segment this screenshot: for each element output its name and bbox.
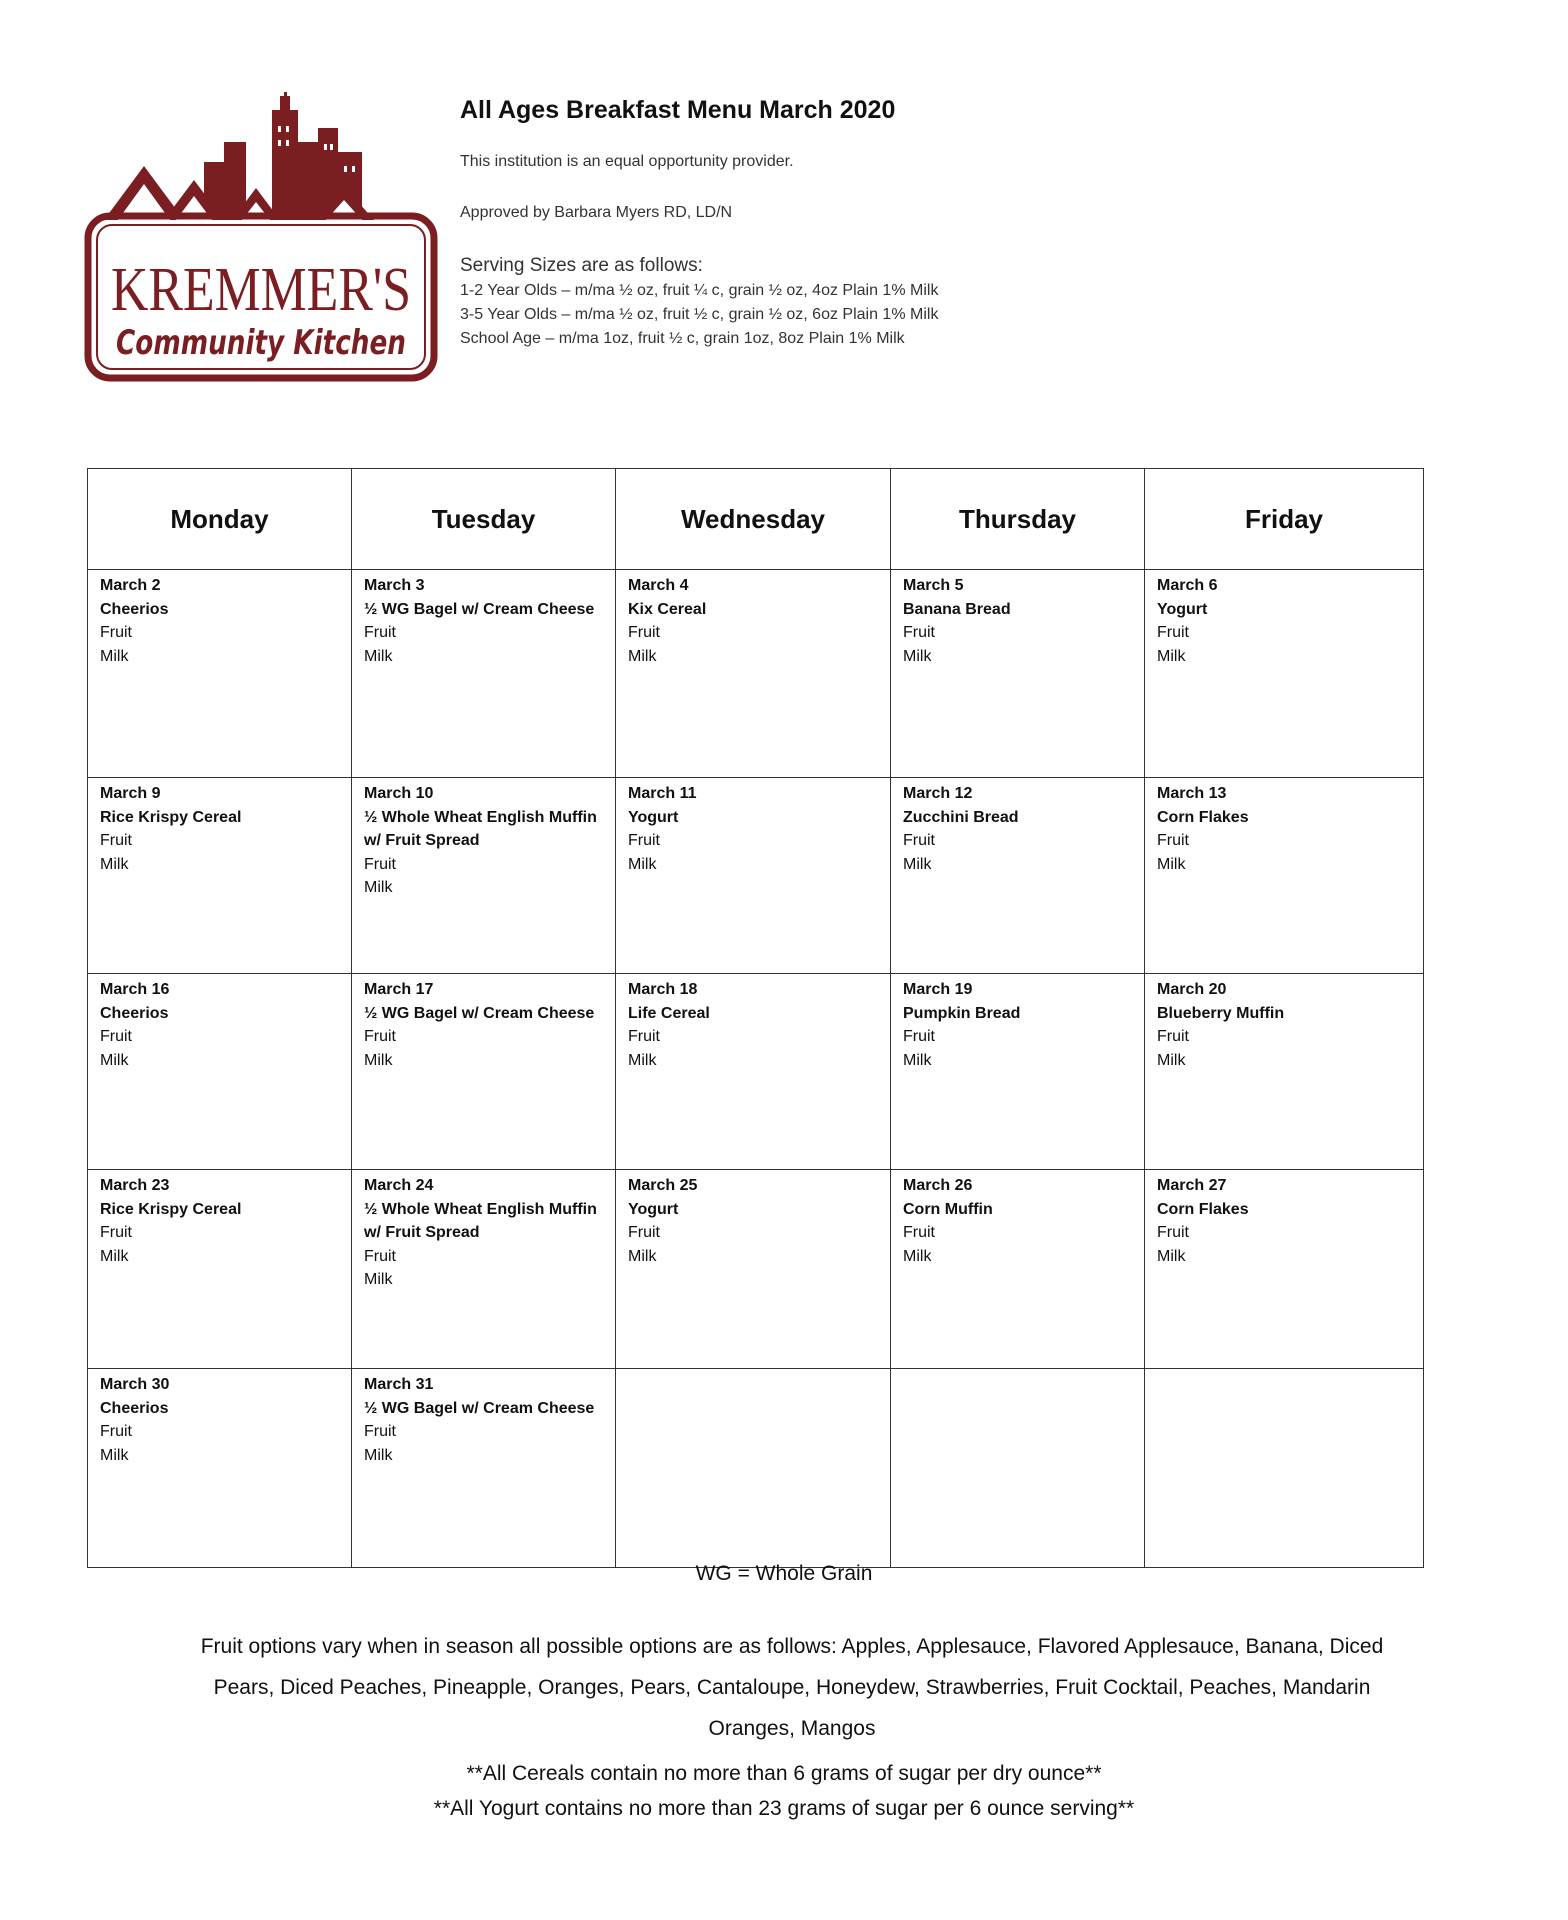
- day-header-friday: Friday: [1145, 469, 1424, 570]
- menu-cell-tuesday: [352, 570, 616, 778]
- menu-date: March 11: [628, 785, 697, 802]
- menu-fruit: Fruit: [903, 832, 935, 849]
- day-header-wednesday: Wednesday: [616, 469, 891, 570]
- day-header-thursday: Thursday: [891, 469, 1145, 570]
- menu-fruit: Fruit: [100, 624, 132, 641]
- menu-fruit: Fruit: [1157, 624, 1189, 641]
- menu-milk: Milk: [903, 1247, 932, 1265]
- logo-brand: KREMMER'S: [111, 256, 411, 324]
- week-row: [88, 1170, 1424, 1369]
- menu-milk: Milk: [364, 1446, 393, 1464]
- menu-fruit: Fruit: [903, 624, 935, 641]
- menu-fruit: Fruit: [1157, 832, 1189, 849]
- menu-fruit: Fruit: [364, 1247, 396, 1265]
- menu-fruit: Fruit: [100, 1224, 132, 1241]
- equal-opportunity-statement: This institution is an equal opportunity provider.: [460, 153, 794, 170]
- menu-date: March 23: [100, 1177, 170, 1194]
- menu-cell-friday: [1145, 974, 1424, 1170]
- menu-milk: Milk: [364, 1051, 393, 1069]
- menu-cell-wednesday: [616, 1170, 891, 1369]
- menu-main-item: Rice Krispy Cereal: [100, 1200, 242, 1218]
- menu-cell-monday: [88, 1369, 352, 1568]
- menu-main-item: Cheerios: [100, 600, 169, 618]
- approval-statement: Approved by Barbara Myers RD, LD/N: [460, 204, 733, 221]
- menu-milk: Milk: [1157, 1051, 1186, 1069]
- menu-main-item: Corn Flakes: [1157, 1200, 1249, 1218]
- menu-cell-thursday: [891, 1170, 1145, 1369]
- menu-cell-thursday: [891, 778, 1145, 974]
- menu-cell-monday: [88, 778, 352, 974]
- menu-milk: Milk: [903, 855, 932, 873]
- day-header-tuesday: Tuesday: [352, 469, 616, 570]
- serving-line-toddler: 1-2 Year Olds – m/ma ½ oz, fruit ¼ c, grain ½ oz, 4oz Plain 1% Milk: [460, 282, 939, 299]
- menu-cell-monday: [88, 570, 352, 778]
- menu-date: March 6: [1157, 577, 1218, 594]
- menu-cell-wednesday: [616, 974, 891, 1170]
- menu-main-item: Life Cereal: [628, 1004, 710, 1022]
- menu-main-item: Corn Flakes: [1157, 808, 1249, 826]
- menu-cell-thursday: [891, 974, 1145, 1170]
- whole-grain-legend: WG = Whole Grain: [695, 1562, 873, 1585]
- menu-main-item: Cheerios: [100, 1399, 169, 1417]
- menu-cell-friday: [1145, 1170, 1424, 1369]
- menu-milk: Milk: [1157, 647, 1186, 665]
- menu-main-item: Blueberry Muffin: [1157, 1004, 1285, 1022]
- menu-main-item: Pumpkin Bread: [903, 1004, 1021, 1022]
- menu-date: March 16: [100, 981, 170, 998]
- menu-date: March 10: [364, 785, 434, 802]
- menu-date: March 24: [364, 1177, 434, 1194]
- menu-fruit: Fruit: [364, 855, 396, 873]
- day-header-row: [88, 469, 1424, 570]
- menu-date: March 3: [364, 577, 425, 594]
- menu-fruit: Fruit: [903, 1028, 935, 1045]
- menu-date: March 4: [628, 577, 689, 594]
- serving-line-school-age: School Age – m/ma 1oz, fruit ½ c, grain 1oz, 8oz Plain 1% Milk: [460, 330, 905, 347]
- menu-main-item: ½ Whole Wheat English Muffin w/ Fruit Spread: [364, 1200, 597, 1241]
- menu-milk: Milk: [1157, 1247, 1186, 1265]
- week-row: [88, 1369, 1424, 1568]
- breakfast-menu-table: [87, 468, 1424, 1568]
- menu-main-item: ½ Whole Wheat English Muffin w/ Fruit Spread: [364, 808, 597, 849]
- menu-fruit: Fruit: [364, 1423, 396, 1440]
- serving-line-preschool: 3-5 Year Olds – m/ma ½ oz, fruit ½ c, grain ½ oz, 6oz Plain 1% Milk: [460, 306, 939, 323]
- menu-cell-wednesday: [616, 778, 891, 974]
- menu-main-item: ½ WG Bagel w/ Cream Cheese: [364, 1399, 595, 1417]
- menu-main-item: Rice Krispy Cereal: [100, 808, 242, 826]
- menu-date: March 30: [100, 1376, 170, 1393]
- menu-cell-friday: [1145, 1369, 1424, 1568]
- menu-date: March 19: [903, 981, 973, 998]
- menu-cell-wednesday: [616, 570, 891, 778]
- menu-fruit: Fruit: [1157, 1028, 1189, 1045]
- menu-fruit: Fruit: [628, 832, 660, 849]
- menu-milk: Milk: [903, 647, 932, 665]
- menu-date: March 31: [364, 1376, 434, 1393]
- menu-main-item: Kix Cereal: [628, 600, 707, 618]
- menu-milk: Milk: [628, 855, 657, 873]
- day-header-monday: Monday: [88, 469, 352, 570]
- week-row: [88, 974, 1424, 1170]
- menu-cell-friday: [1145, 778, 1424, 974]
- menu-cell-tuesday: [352, 778, 616, 974]
- menu-fruit: Fruit: [364, 624, 396, 641]
- menu-cell-wednesday: [616, 1369, 891, 1568]
- menu-date: March 12: [903, 785, 973, 802]
- menu-main-item: Corn Muffin: [903, 1200, 993, 1218]
- week-row: [88, 570, 1424, 778]
- menu-date: March 17: [364, 981, 434, 998]
- menu-date: March 25: [628, 1177, 698, 1194]
- menu-cell-monday: [88, 1170, 352, 1369]
- menu-cell-monday: [88, 974, 352, 1170]
- menu-cell-tuesday: [352, 1170, 616, 1369]
- menu-fruit: Fruit: [100, 1028, 132, 1045]
- kremmers-community-kitchen-logo: [84, 92, 440, 384]
- menu-date: March 26: [903, 1177, 973, 1194]
- menu-fruit: Fruit: [903, 1224, 935, 1241]
- menu-main-item: Yogurt: [628, 808, 679, 826]
- menu-main-item: Cheerios: [100, 1004, 169, 1022]
- menu-milk: Milk: [100, 1446, 129, 1464]
- menu-main-item: ½ WG Bagel w/ Cream Cheese: [364, 600, 595, 618]
- menu-main-item: Banana Bread: [903, 600, 1011, 618]
- menu-fruit: Fruit: [628, 1028, 660, 1045]
- menu-cell-thursday: [891, 570, 1145, 778]
- menu-milk: Milk: [628, 1247, 657, 1265]
- menu-milk: Milk: [364, 647, 393, 665]
- menu-milk: Milk: [628, 1051, 657, 1069]
- menu-milk: Milk: [364, 1271, 393, 1288]
- menu-cell-tuesday: [352, 974, 616, 1170]
- week-row: [88, 778, 1424, 974]
- menu-date: March 18: [628, 981, 698, 998]
- yogurt-sugar-note: **All Yogurt contains no more than 23 grams of sugar per 6 ounce serving**: [433, 1797, 1135, 1820]
- menu-date: March 20: [1157, 981, 1227, 998]
- cereal-sugar-note: **All Cereals contain no more than 6 grams of sugar per dry ounce**: [466, 1762, 1102, 1785]
- menu-main-item: ½ WG Bagel w/ Cream Cheese: [364, 1004, 595, 1022]
- menu-date: March 13: [1157, 785, 1227, 802]
- fruit-options-note: Fruit options vary when in season all possible options are as follows: Apples, Applesauce, Flavored Applesauce, Banana, Diced Pears, Diced Peaches, Pineapple, Oranges, Pears, Cantaloupe, Honeydew, Strawberries, Fruit Cocktail, Peaches, Mandarin Oranges, Mangos: [200, 1635, 1384, 1740]
- menu-cell-thursday: [891, 1369, 1145, 1568]
- menu-date: March 2: [100, 577, 161, 594]
- menu-date: March 27: [1157, 1177, 1227, 1194]
- menu-fruit: Fruit: [628, 1224, 660, 1241]
- menu-milk: Milk: [100, 647, 129, 665]
- menu-fruit: Fruit: [364, 1028, 396, 1045]
- menu-cell-friday: [1145, 570, 1424, 778]
- menu-main-item: Yogurt: [628, 1200, 679, 1218]
- menu-date: March 5: [903, 577, 964, 594]
- menu-fruit: Fruit: [628, 624, 660, 641]
- menu-fruit: Fruit: [100, 832, 132, 849]
- menu-cell-tuesday: [352, 1369, 616, 1568]
- menu-milk: Milk: [100, 855, 129, 873]
- menu-milk: Milk: [100, 1051, 129, 1069]
- page-title: All Ages Breakfast Menu March 2020: [460, 96, 896, 124]
- menu-main-item: Zucchini Bread: [903, 808, 1019, 826]
- menu-milk: Milk: [1157, 855, 1186, 873]
- menu-milk: Milk: [903, 1051, 932, 1069]
- menu-date: March 9: [100, 785, 161, 802]
- menu-milk: Milk: [364, 879, 393, 896]
- menu-fruit: Fruit: [100, 1423, 132, 1440]
- menu-milk: Milk: [628, 647, 657, 665]
- logo-tagline: Community Kitchen: [116, 323, 406, 363]
- menu-header: [460, 96, 1360, 351]
- serving-sizes-title: Serving Sizes are as follows:: [460, 255, 703, 276]
- menu-fruit: Fruit: [1157, 1224, 1189, 1241]
- menu-main-item: Yogurt: [1157, 600, 1208, 618]
- menu-milk: Milk: [100, 1247, 129, 1265]
